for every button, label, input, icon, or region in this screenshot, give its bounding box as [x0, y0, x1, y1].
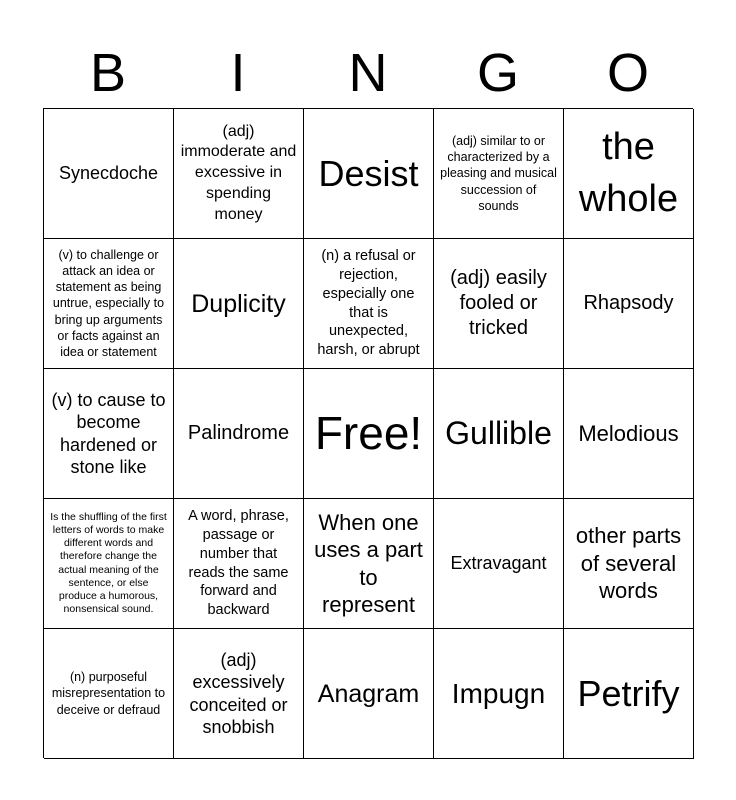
bingo-cell[interactable]: (v) to challenge or attack an idea or statement as being untrue, especially to bring up arguments or facts against an idea or statement — [44, 239, 174, 369]
bingo-cell[interactable]: Gullible — [434, 369, 564, 499]
bingo-cell[interactable]: Synecdoche — [44, 109, 174, 239]
bingo-cell[interactable]: Extravagant — [434, 499, 564, 629]
bingo-cell[interactable]: Duplicity — [174, 239, 304, 369]
bingo-cell[interactable]: Impugn — [434, 629, 564, 759]
bingo-header — [43, 40, 693, 106]
bingo-cell[interactable]: A word, phrase, passage or number that reads the same forward and backward — [174, 499, 304, 629]
free-space[interactable]: Free! — [304, 369, 434, 499]
bingo-cell[interactable]: When one uses a part to represent — [304, 499, 434, 629]
header-letter-b: B — [89, 43, 127, 103]
bingo-cell[interactable]: (n) purposeful misrepresentation to deceive or defraud — [44, 629, 174, 759]
bingo-cell[interactable]: Rhapsody — [564, 239, 694, 369]
bingo-cell[interactable]: Petrify — [564, 629, 694, 759]
header-letter-n: N — [348, 43, 388, 103]
bingo-cell[interactable]: Is the shuffling of the first letters of words to make different words and therefore change the actual meaning of the sentence, or else produce a humorous, nonsensical sound. — [44, 499, 174, 629]
bingo-cell[interactable]: the whole — [564, 109, 694, 239]
bingo-cell[interactable]: Desist — [304, 109, 434, 239]
bingo-cell[interactable]: (adj) excessively conceited or snobbish — [174, 629, 304, 759]
header-letter-i: I — [230, 43, 246, 103]
bingo-cell[interactable]: Melodious — [564, 369, 694, 499]
bingo-cell[interactable]: (v) to cause to become hardened or stone like — [44, 369, 174, 499]
header-letter-o: O — [606, 43, 649, 103]
bingo-cell[interactable]: (n) a refusal or rejection, especially one that is unexpected, harsh, or abrupt — [304, 239, 434, 369]
bingo-cell[interactable]: (adj) easily fooled or tricked — [434, 239, 564, 369]
bingo-cell[interactable]: Palindrome — [174, 369, 304, 499]
bingo-cell[interactable]: (adj) immoderate and excessive in spending money — [174, 109, 304, 239]
bingo-cell[interactable]: other parts of several words — [564, 499, 694, 629]
header-letter-g: G — [476, 43, 519, 103]
bingo-grid — [43, 108, 693, 758]
bingo-cell[interactable]: (adj) similar to or characterized by a pleasing and musical succession of sounds — [434, 109, 564, 239]
bingo-cell[interactable]: Anagram — [304, 629, 434, 759]
